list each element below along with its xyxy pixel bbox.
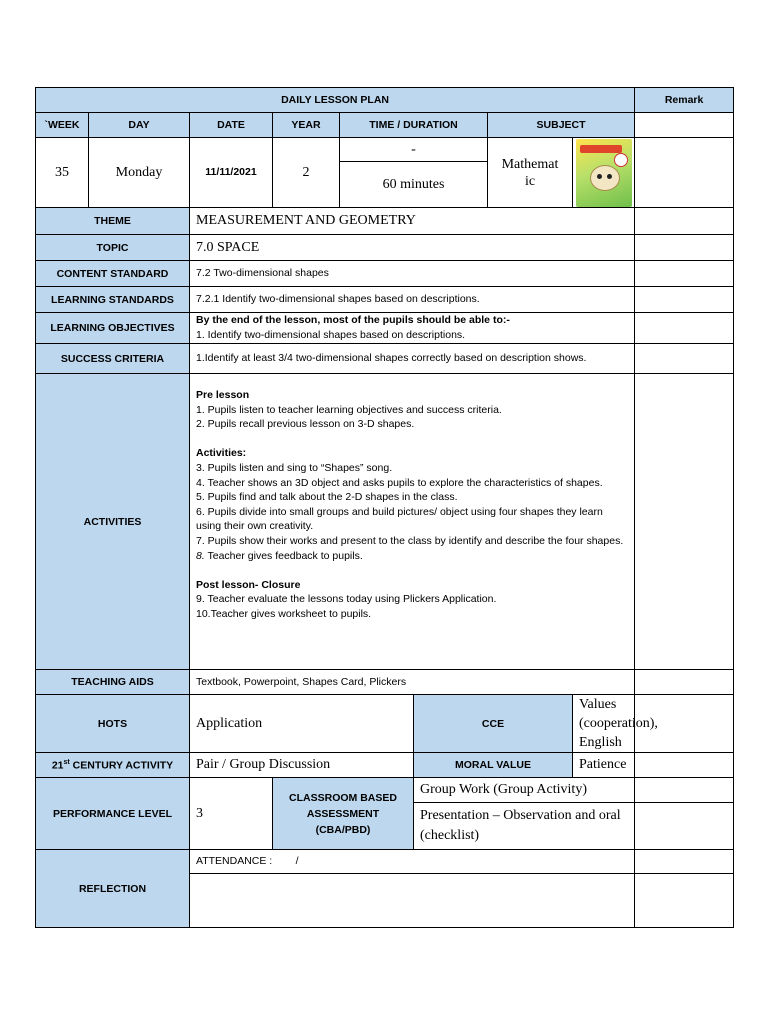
teaching-aids-value: Textbook, Powerpoint, Shapes Card, Plickers [190,670,635,695]
learning-objectives-label: LEARNING OBJECTIVES [36,313,190,344]
cce-line: (cooperation), [579,716,658,731]
remark-cell [635,344,734,374]
learning-standards-value: 7.2.1 Identify two-dimensional shapes based on descriptions. [190,287,635,313]
remark-cell [635,850,734,874]
remark-cell [635,313,734,344]
subject-line-1: Mathemat [501,156,559,172]
topic-value: 7.0 SPACE [190,235,635,261]
pre-lesson-heading: Pre lesson [196,389,250,401]
success-criteria-value: 1.Identify at least 3/4 two-dimensional shapes correctly based on description shows. [190,344,635,374]
remark-cell [635,235,734,261]
cce-line: Values [579,697,617,712]
activity-step-number: 8. [196,549,205,562]
activity-step-text: Teacher gives feedback to pupils. [204,549,363,562]
theme-label: THEME [36,208,190,235]
activities-heading: Activities: [196,447,247,460]
topic-label: TOPIC [36,235,190,261]
remark-cell [635,208,734,235]
content-standard-value: 7.2 Two-dimensional shapes [190,261,635,287]
success-criteria-label: SUCCESS CRITERIA [36,344,190,374]
activity-step: 7. Pupils show their works and present to the class by identify and describe the four shapes. [196,534,624,547]
content-standard-label: CONTENT STANDARD [36,261,190,287]
performance-level-value: 3 [190,778,273,850]
cba-item: Group Work (Group Activity) [414,778,635,803]
cba-label [273,778,414,850]
learning-standards-label: LEARNING STANDARDS [36,287,190,313]
subject-value [488,138,573,208]
week-value: 35 [36,138,89,208]
reflection-label: REFLECTION [36,850,190,928]
objectives-item: 1. Identify two-dimensional shapes based on descriptions. [196,329,466,341]
date-header: DATE [190,113,273,138]
moral-value-value: Patience [573,753,635,778]
textbook-cover-icon [576,139,632,207]
time-header: TIME / DURATION [340,113,488,138]
duration-value: 60 minutes [340,162,488,208]
activity-step: 4. Teacher shows an 3D object and asks pupils to explore the characteristics of shapes. [196,476,603,489]
cce-label: CCE [414,695,573,753]
reflection-notes [190,874,635,928]
date-value: 11/11/2021 [190,138,273,208]
performance-level-label: PERFORMANCE LEVEL [36,778,190,850]
remark-cell [635,138,734,208]
century-number: 21 [51,759,64,772]
year-header: YEAR [273,113,340,138]
textbook-cover [573,138,635,208]
plan-title: DAILY LESSON PLAN [36,88,635,113]
remark-header: Remark [635,88,734,113]
cba-item: Presentation – Observation and oral (checklist) [414,803,635,850]
hots-value: Application [190,695,414,753]
cba-label-line: ASSESSMENT (CBA/PBD) [306,807,380,836]
objectives-intro: By the end of the lesson, most of the pupils should be able to:- [196,314,510,327]
activity-step: 9. Teacher evaluate the lessons today using Plickers Application. [196,593,497,606]
activity-step: 1. Pupils listen to teacher learning objectives and success criteria. [196,403,502,416]
century-activity-label [36,753,190,778]
cce-line: English [579,735,622,750]
century-suffix: st [63,758,70,766]
activity-step: 10.Teacher gives worksheet to pupils. [196,607,372,620]
century-activity-value: Pair / Group Discussion [190,753,414,778]
moral-value-label: MORAL VALUE [414,753,573,778]
remark-cell [635,261,734,287]
activity-step: 6. Pupils divide into small groups and build pictures/ object using four shapes they learn using their own creativity. [196,505,603,533]
lesson-plan-table [35,87,734,928]
century-text: CENTURY ACTIVITY [69,759,174,772]
remark-cell [635,374,734,670]
cba-label-line: CLASSROOM BASED [289,791,397,804]
activity-step: 2. Pupils recall previous lesson on 3-D shapes. [196,418,415,431]
activities-label: ACTIVITIES [36,374,190,670]
activities-value [190,374,635,670]
year-value: 2 [273,138,340,208]
week-header: `WEEK [36,113,89,138]
remark-cell [635,670,734,695]
learning-objectives-value [190,313,635,344]
attendance-value: ATTENDANCE : / [190,850,635,874]
activity-step: 5. Pupils find and talk about the 2-D shapes in the class. [196,491,458,504]
activity-step [196,549,628,564]
remark-cell [635,803,734,850]
remark-cell [635,753,734,778]
teaching-aids-label: TEACHING AIDS [36,670,190,695]
remark-cell [635,113,734,138]
cce-value [573,695,658,753]
remark-cell [635,874,734,928]
remark-cell [635,778,734,803]
day-value: Monday [89,138,190,208]
post-lesson-heading: Post lesson- Closure [196,578,301,591]
day-header: DAY [89,113,190,138]
activity-step: 3. Pupils listen and sing to “Shapes” song. [196,461,393,474]
remark-cell [635,287,734,313]
hots-label: HOTS [36,695,190,753]
time-value: - [340,138,488,162]
subject-header: SUBJECT [488,113,635,138]
subject-line-2: ic [524,173,536,189]
theme-value: MEASUREMENT AND GEOMETRY [190,208,635,235]
